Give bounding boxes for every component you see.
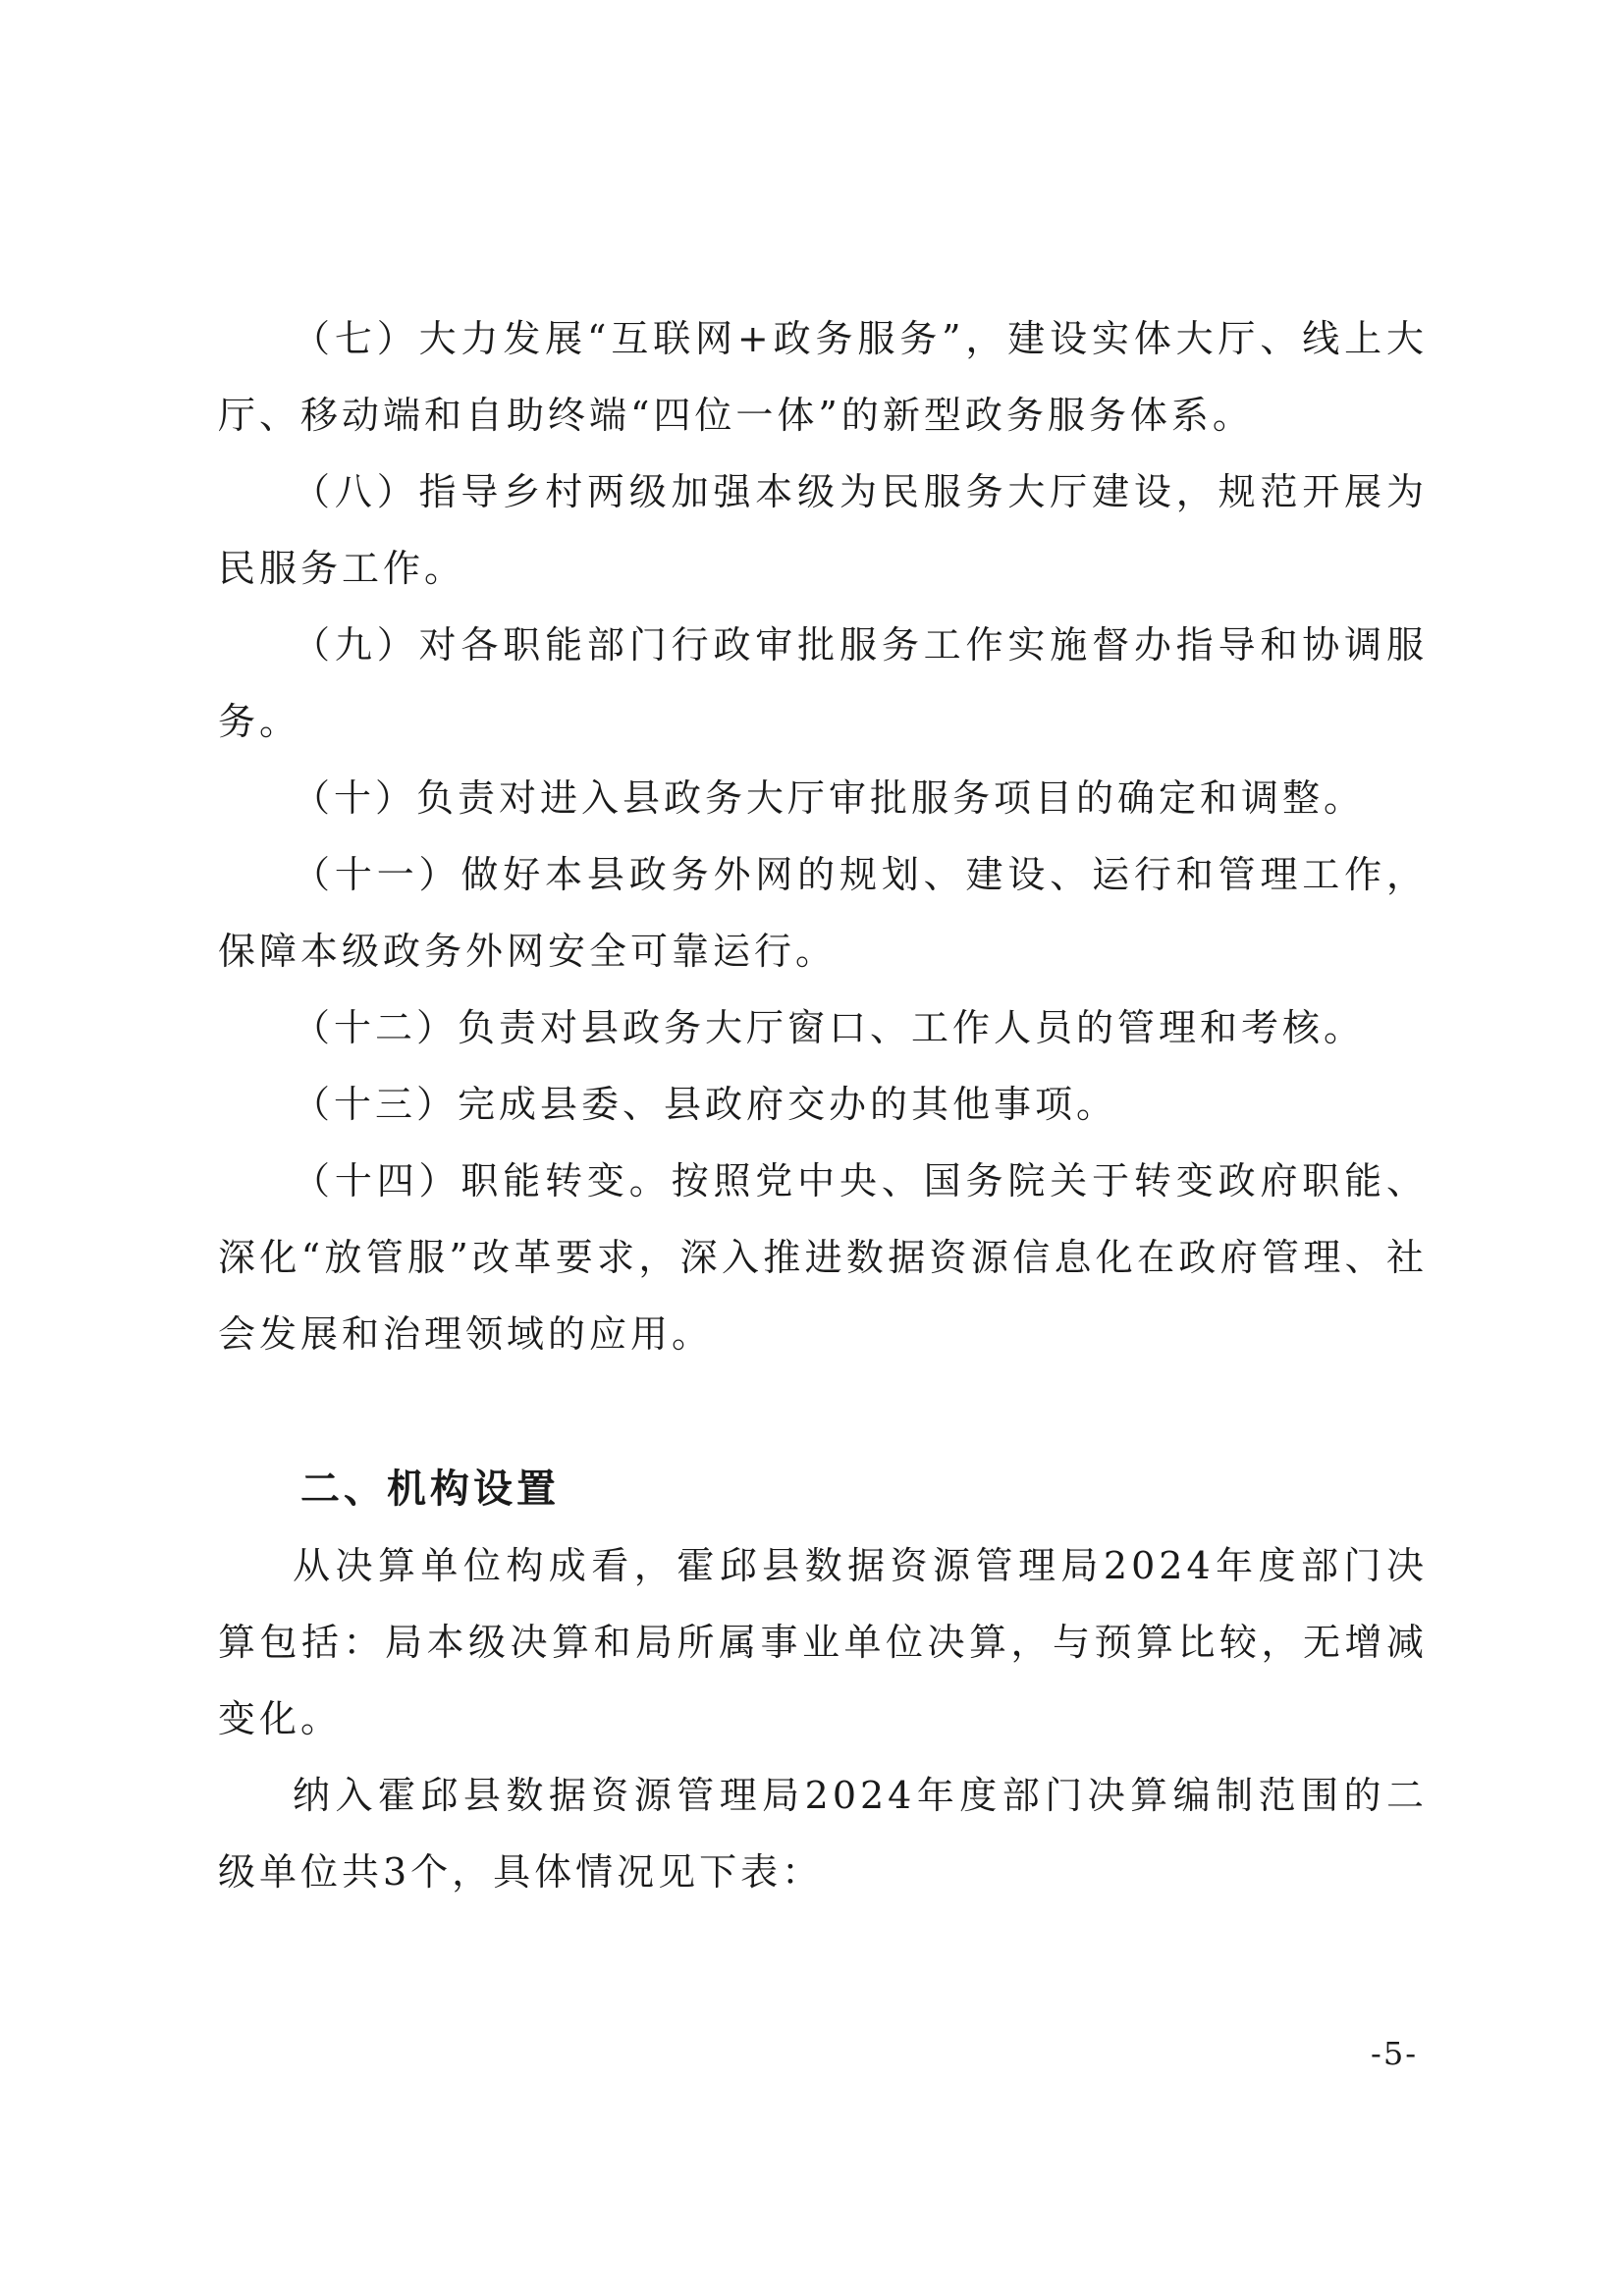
document-body — [218, 300, 1428, 1910]
section-spacer — [218, 1372, 1428, 1451]
paragraph-duty-7: （七）大力发展“互联网+政务服务”，建设实体大厅、线上大厅、移动端和自助终端“四位一体”的新型政务服务体系。 — [218, 317, 1428, 437]
paragraph-org-structure: 从决算单位构成看，霍邱县数据资源管理局2024年度部门决算包括：局本级决算和局所属事业单位决算，与预算比较，无增减变化。 — [218, 1544, 1428, 1740]
section-heading: 二、机构设置 — [300, 1467, 560, 1512]
page-number: -5- — [1371, 2035, 1418, 2072]
paragraph-duty-13: （十三）完成县委、县政府交办的其他事项。 — [293, 1083, 1118, 1126]
paragraph-duty-12: （十二）负责对县政务大厅窗口、工作人员的管理和考核。 — [293, 1006, 1366, 1049]
paragraph-duty-11: （十一）做好本县政务外网的规划、建设、运行和管理工作，保障本级政务外网安全可靠运行。 — [218, 853, 1428, 973]
paragraph-duty-9: （九）对各职能部门行政审批服务工作实施督办指导和协调服务。 — [218, 623, 1428, 743]
paragraph-duty-14: （十四）职能转变。按照党中央、国务院关于转变政府职能、深化“放管服”改革要求，深入推进数据资源信息化在政府管理、社会发展和治理领域的应用。 — [218, 1159, 1428, 1356]
paragraph-org-scope: 纳入霍邱县数据资源管理局2024年度部门决算编制范围的二级单位共3个，具体情况见下表： — [218, 1774, 1428, 1894]
paragraph-duty-10: （十）负责对进入县政务大厅审批服务项目的确定和调整。 — [293, 776, 1366, 820]
paragraph-duty-8: （八）指导乡村两级加强本级为民服务大厅建设，规范开展为民服务工作。 — [218, 470, 1428, 590]
